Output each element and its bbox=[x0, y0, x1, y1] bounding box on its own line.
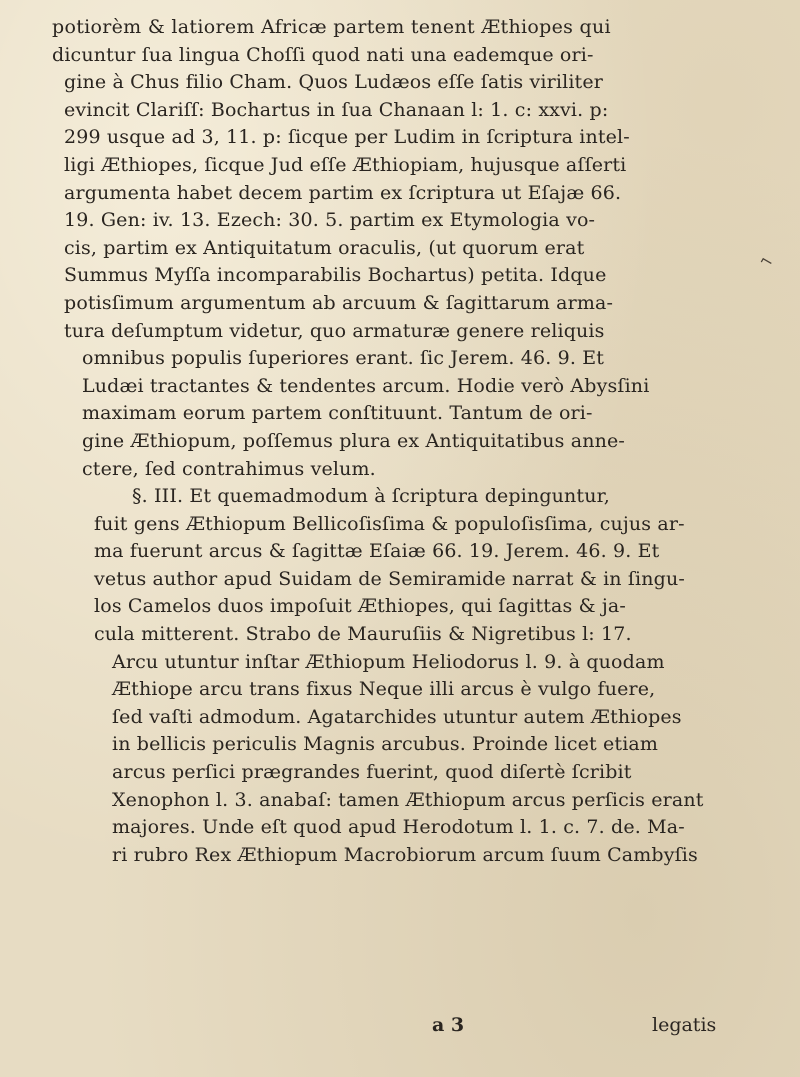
text-line: 299 usque ad 3, 11. p: ſicque per Ludim in ſcriptura intel- bbox=[64, 126, 630, 149]
text-line: ctere, ſed contrahimus velum. bbox=[82, 457, 376, 480]
text-line: maximam eorum partem conſtituunt. Tantum de ori- bbox=[82, 402, 593, 425]
text-line: los Camelos duos impoſuit Æthiopes, qui ſagittas & ja- bbox=[94, 595, 626, 618]
margin-mark: ⌐ bbox=[756, 249, 778, 274]
text-line: §. III. Et quemadmodum à ſcriptura depinguntur, bbox=[132, 485, 610, 508]
text-line: Summus Myſſa incomparabilis Bochartus) petita. Idque bbox=[64, 264, 607, 287]
text-line: in bellicis periculis Magnis arcubus. Proinde licet etiam bbox=[112, 733, 659, 756]
text-line: ligi Æthiopes, ſicque Jud eſſe Æthiopiam, hujusque aſſerti bbox=[64, 153, 627, 176]
text-line: potiorèm & latiorem Africæ partem tenent Æthiopes qui bbox=[52, 16, 611, 38]
text-line: fuit gens Æthiopum Bellicoſisſima & populoſisſima, cujus ar- bbox=[94, 512, 685, 535]
signature-mark: a 3 bbox=[432, 1014, 465, 1036]
text-line: tura deſumptum videtur, quo armaturæ genere reliquis bbox=[64, 319, 605, 342]
text-line: majores. Unde eſt quod apud Herodotum l. 1. c. 7. de. Ma- bbox=[112, 816, 685, 839]
catchword: legatis bbox=[652, 1014, 717, 1036]
text-line: potisſimum argumentum ab arcuum & ſagittarum arma- bbox=[64, 291, 614, 314]
text-line: evincit Clariſſ: Bochartus in ſua Chanaan l: 1. c: xxvi. p: bbox=[64, 98, 609, 121]
text-line: arcus perſici prægrandes fuerint, quod diſertè ſcribit bbox=[112, 761, 632, 784]
text-line: gine à Chus filio Cham. Quos Ludæos eſſe ſatis viriliter bbox=[64, 71, 603, 94]
text-line: omnibus populis ſuperiores erant. ſic Jerem. 46. 9. Et bbox=[82, 347, 604, 370]
text-line: Æthiope arcu trans fixus Neque illi arcus è vulgo fuere, bbox=[112, 678, 656, 701]
text-line: ri rubro Rex Æthiopum Macrobiorum arcum ſuum Cambyſis bbox=[112, 843, 698, 866]
text-line: ma fuerunt arcus & ſagittæ Eſaiæ 66. 19. Jerem. 46. 9. Et bbox=[94, 540, 660, 563]
text-line: vetus author apud Suidam de Semiramide narrat & in ſingu- bbox=[94, 567, 685, 590]
text-line: Arcu utuntur inſtar Æthiopum Heliodorus l. 9. à quodam bbox=[112, 650, 665, 673]
page-footer bbox=[0, 1014, 800, 1044]
text-line: ſed vaſti admodum. Agatarchides utuntur autem Æthiopes bbox=[112, 705, 682, 728]
text-line: dicuntur ſua lingua Choſſi quod nati una eademque ori- bbox=[52, 43, 594, 66]
text-line: Xenophon l. 3. anabaſ: tamen Æthiopum arcus perſicis erant bbox=[112, 788, 704, 811]
text-line: Ludæi tractantes & tendentes arcum. Hodie verò Abysſini bbox=[82, 374, 650, 397]
body-text bbox=[52, 14, 764, 869]
text-line: gine Æthiopum, poſſemus plura ex Antiquitatibus anne- bbox=[82, 429, 625, 452]
text-line: argumenta habet decem partim ex ſcriptura ut Eſajæ 66. bbox=[64, 181, 622, 204]
text-line: cula mitterent. Strabo de Mauruſiis & Nigretibus l: 17. bbox=[94, 623, 632, 646]
text-line: 19. Gen: iv. 13. Ezech: 30. 5. partim ex Etymologia vo- bbox=[64, 209, 596, 232]
text-line: cis, partim ex Antiquitatum oraculis, (ut quorum erat bbox=[64, 236, 585, 259]
